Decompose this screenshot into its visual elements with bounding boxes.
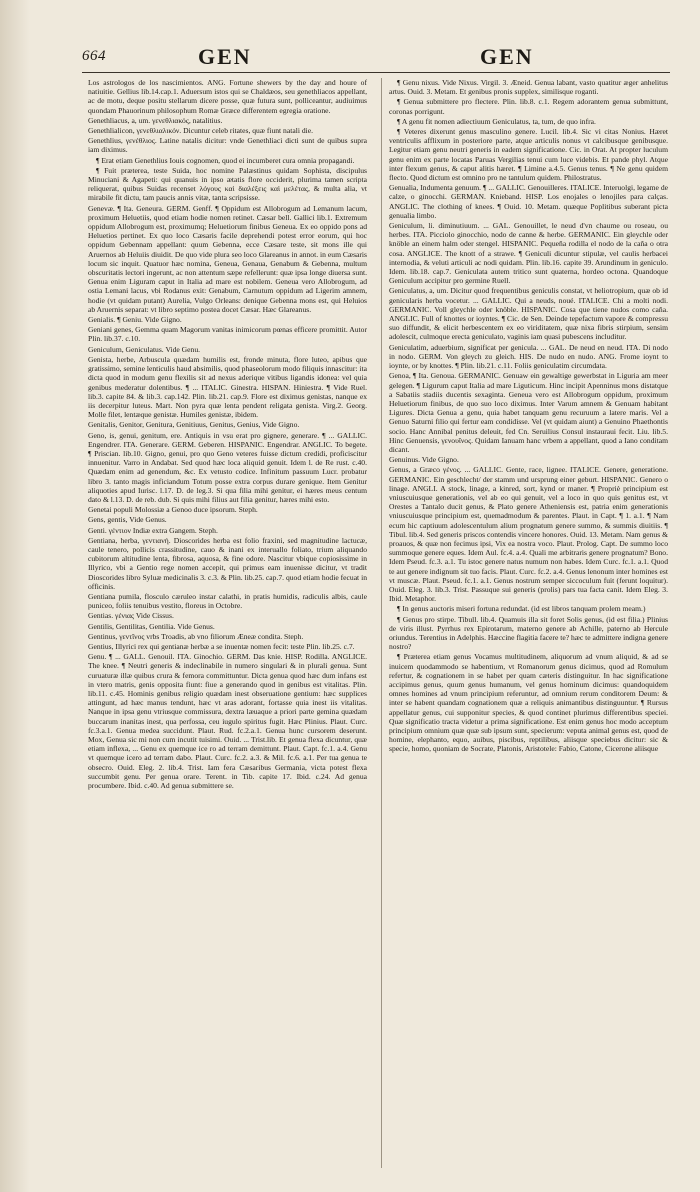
entry: Geniculatus, a, um. Dicitur quod frequentibus geniculis constat, vt heliotropium, quæ ob id genicularis herba vocetur. ... GALLIC. Qui a neuds, noué. ITALICE. Chi a molti nodi. GERMANIC. Voll gleychle oder knöble. HISPANIC. Cosa que tiene nudos como caña. ANGLIC. Full of knottes or ioyntes. ¶ Cic. de Sen. Deinde tepefactum vapore & compressu suo diffundit, & elicit herbescentem ex eo viriditatem, quæ nixa fibris stirpium, sensim adolescit, culmoque erecta geniculato, vaginis iam quasi pubescens includitur. (389, 286, 668, 342)
page-header (0, 46, 700, 70)
entry: Genitalis, Genitor, Genitura, Genitiuus, Genitus, Genius, Vide Gigno. (88, 420, 300, 430)
entry: Genethlialicon, γενεθλιαλικόν. Dicuntur celeb ritates, quæ fiunt natali die. (88, 126, 314, 136)
column-separator (381, 78, 382, 1168)
entry: Gentinus, γεντῖνος vrbs Troadis, ab vno filiorum Æneæ condita. Steph. (88, 631, 304, 641)
entry: Los astrologos de los nascimientos. ANG. Fortune shewers by the day and houre of natiuitie. Gellius lib.14.cap.1. Aduersum istos qui se Chaldæos, seu genethliacos appellant, ac de motu, deque positu stellarum dicere posse, quæ futura sunt, polliceantur, audiuimus quondam Phauorinum philosophum Romæ Græce differentem egregia oratione. (88, 78, 367, 115)
entry: ¶ Genus pro stirpe. Tibull. lib.4. Quamuis illa sit foret Solis genus, (id est filia.) Plinius de viris illust. Pyrrhus rex Epirotarum, materno genere ab Achille, paterno ab Hercule oriundus. Terentius in Adelphis. Hæccine flagitia facere te? hæc te admittere indigna genere nostro? (389, 614, 668, 652)
entry: Genu. ¶ ... GALL. Genouil. ITA. Ginochio. GERM. Das knie. HISP. Rodilla. ANGLICE. The knee. ¶ Neutri generis & indeclinabile in numero singulari & in plurali genua. Sunt curuaturæ illæ quibus crura & femora committuntur. Dicta genua quod hæc dum infans est in vtero matris, genis opposita fiunt: fiue a generando quod in genibus est vitalitas. Plin. lib.11. c.45. Hominis genibus religio quædam inest obseruatione gentium: hæc supplices attingunt, ad hæc manus tendunt, hæc vt aras adorant, fortasse quia inest iis vitalitas. Nanque in ipsa genu vtriusque commissura, dextra læuaque a priori parte gemina quædam buccarum inanitas inest, qua perfossa, ceu iugulo spiritus fugit. Hæc Plinius. Plaut. Curc. fc.3.a.1. Genua medea succidunt. Plaut. Rud. fc.2.a.1. Genua hunc cursorem deserunt. Mox, Genua sic mi non cum incutit tuisimi. Ouid. ... Trist.lib. Et genua flexa dicuntur, quæ etiam inflexa, ... Genu ex quemque ice ro ad terram demittunt. Plaut. Capt. fc.1. a.4. Genu vt quemque icero ad terram dabo. Plaut. Curc. fc.2. a.3. & Mil. fc.6. a.1. Per tua genua te obsecro. Ouid. Eleg. 2. lib.4. Trist. Iam fera Cæsaribus Germania, victa potest flexa succumbit genu. Per genua orare. Terent. in Tib. capite 17. Ibid. c.24. Ad genua procumbere. Ibid. c.40. Ad genua submittere se. (88, 652, 367, 791)
entry: Genus, a Græco γένος. ... GALLIC. Gente, race, lignee. ITALICE. Genere, generatione. GERMANIC. Ein geschlecht/ der stamm und ursprung einer geburt. HISPANIC. Genero o linage. ANGLI. A stock, linage, a kinred, sort, kynd or maner. ¶ Propriè principium est vniuscuiusque generationis, vel ab eo qui genuit, vel a loco in quo quis genitus est, vt Orestes a Tantalo ducit genus, & Plato genere Atheniensis est, patria enim generationis vniuscuiusque principium est, quemadmodum & parentes. Plaut. in Capt. ¶ 1. a.1. ¶ Nam ecum hic captiuum adolescentulum alium prognatum genere summo, & summis diuitiis. ¶ Tibul. lib.4. Sed generis priscos contendis vincere honores. Ouid. 13. Metam. Nam genus & proauos, & quæ non fecimus ipsi, Vix ea nostra voco. Plaut. Prolog. Capt. De summo loco summoque genere eques. Idem Aul. fc.4. a.4. Quali me arbitraris genere prognatum? Bono. Idem Pseud. fc.3. a.1. Tu istoc genere natus numum non habes. Idem Curc. fc.1. a.1. Quod te aut genere indignum sit tuo facis. Plaut. Curc. fc.2. a.4. Genus lenonum inter homines est vt muscæ. Plaut. Pseud. fc.1. a.1. Genus nostrum semper siccoculum fuit (ferunt loquitur). Ouid. Eleg. 3. lib.3. Trist. Passuque sui generis (prolis) pars tua facta canit. Idem Eleg. 3. Ibid. Metaphor. (389, 465, 668, 604)
entry: Geno, is, genui, genitum, ere. Antiquis in vsu erat pro gignere, generare. ¶ ... GALLIC. Engendrer. ITA. Generare. GERM. Geberen. HISPANIC. Engendrar. ANGLIC. To begete. ¶ Priscian. lib.10. Gigno, genui, pro quo Geno veteres fuisse dictum credidi, proficiscitur innuenitur. Varro in Andabat. Sed quod hæc loca aliquid genuit. Idem l. de Re rust. c.40. Quædam enim ad genendum, &c. Ex vetusto codice. Infinitum passuum Lucr. probatur libro 3. tanto magis inficiandum Totum posse extra corpus durare genique. Item Genitur aliquoties apud Iurisc. l.17. D. de leg.3. Si qua filia mihi genitur, ei hæres meus centum dato & l.13. D. de reb. dub. Si quis mihi filius aut filia genitur, hæres mihi esto. (88, 430, 367, 504)
running-head-right: GEN (480, 44, 534, 69)
running-head-left: GEN (198, 44, 252, 69)
page-number: 664 (82, 48, 106, 64)
entry: Geniculum, li. diminutiuum. ... GAL. Genouillet, le neud d'vn chaume ou roseau, ou herbes. ITA. Picciolo ginocchio, nodo de canne & herbe. GERMANIC. Ein gleychle oder knöble an einem halm oder stengel. HISPANIC. Pequeña rodilla el nodo de la caña o otra cosa. ANGLICE. The knott of a strawe. ¶ Geniculi dicuntur stipulæ, vel caulis herbacei internodia, & veluti articuli ac nodi quidam. Plin. lib.16. capite 39. Arundinum in geniculo. Idem. lib.18. cap.7. Geniculata autem tritico sunt quaterna, hordeo octona. Quandoque Geniculum accipitur pro germine Ruell. (389, 221, 668, 286)
entry: Genialis. ¶ Geniu. Vide Gigno. (88, 315, 182, 325)
entry: Genethliacus, a, um. γενεθλιακός, natalitius. (88, 115, 223, 125)
entry: Gens, gentis, Vide Genus. (88, 515, 167, 525)
entry: Genevæ. ¶ Ita. Geneura. GERM. Genff. ¶ Oppidum est Allobrogum ad Lemanum lacum, proximum Heluetiis, quod etiam hodie nomen retinet. Cæsar bell. Gallici lib.1. Extremum oppidum Allobrogum est, proximumq; Heluetiorum finibus Geneua. Ex eo oppido pons ad Heluetios pertinet. Ex quo loco Cæsaris facile deprehendi potest error eorum, qui hoc oppidum Gebennam appellant: quum Gebenna, ecce Cæsare teste, sit mons ille qui Aruernos ab Heluiis diuidit. De quo vide plura seo loco Glareanus in annot. in eum Cæsaris locum sic inquit. Quatuor hæc nomina, Geneua, Genaua, Genabum & Gebenna, multum obscuritatis lectori ingerunt, ac non attentum sæpe refellerunt: quæ ipsa longe diuersa sunt. Genua enim Liguram caput in Italia ad mare est nobilem. Geneua vero Allobrogum, ad ostia Lemani lacus, vbi Rodanus exit: Genabum, Carnutum oppidum ad Ligerim amnem, hodie (vt quidam putant) Aurelia, Vulgo Orleans: denique Gebenna mons est, qui Heluios ab Aruernis separat: vt libro septimo postea docet Cæsar. Hæc Glareanus. (88, 203, 367, 314)
left-column (88, 78, 367, 791)
entry: Genetai populi Molossiæ a Genoo duce ipsorum. Steph. (88, 505, 258, 515)
entry: Genethlius, γενέθλιος. Latine natalis dicitur: vnde Genethliaci dicti sunt de quibus supra iam diximus. (88, 136, 367, 155)
entry: Gentilis, Gentilitas, Gentilia. Vide Genus. (88, 621, 215, 631)
entry: Gentiana pumila, flosculo cæruleo instar calathi, in pratis humidis, radiculis albis, caule puniceo, foliis tenuibus vestito, floreus in Octobre. (88, 591, 367, 611)
entry: Genuinus. Vide Gigno. (389, 455, 459, 465)
entry: ¶ Genua submittere pro flectere. Plin. lib.8. c.1. Regem adorantem genua submittunt, coronas porrigunt. (389, 97, 668, 116)
entry: ¶ Veteres dixerunt genus masculino genere. Lucil. lib.4. Sic vi citas Nonius. Hæret ventriculis afflixum in posteriore parte, atque articulis nonus vt calcibusque genibusque. Legitur etiam genu neutri generis in eadem significatione. Cic. in Orat. At propter luculum genu enim ex parte locatas Paruas Vergilias tenui cum luce videbis. Et pande phyl. Atque inter flexum genus, & caput alitis hæret. ¶ Limine a.4.5. Genus tenus. ¶ Ne genu quidem flecto. Quod dictum est omnino pro ne tantulum quidem. Philostratus. (389, 127, 668, 183)
page-gutter-shadow (0, 0, 30, 1192)
entry: ¶ A genu fit nomen adiectiuum Geniculatus, ta, tum, de quo infra. (397, 116, 596, 126)
entry: ¶ Erat etiam Genethlius Iouis cognomen, quod ei incumberet cura omnia propagandi. (96, 155, 355, 165)
entry: Gentias. γένιας Vide Cissus. (88, 611, 174, 621)
entry: Gentius, Illyrici rex qui gentianæ herbæ a se inuentæ nomen fecit: teste Plin. lib.25. c.7. (88, 641, 355, 651)
right-column (389, 78, 668, 755)
entry: Geniculum, Geniculatus. Vide Genu. (88, 344, 201, 354)
entry: Genoa, ¶ Ita. Genoua. GERMANIC. Genuaw ein gewaltige gewerbstat in Liguria am meer gelegen. ¶ Ligurum caput Italia ad mare Liguticum. Hinc incipit Apenninus mons distatque a Sabatiis stadiis ducentis sexaginta. Geneua vero est Allobrogum oppidum, proximum Heluetiorum finibus, de quo suo loco diximus. Inter Varum amnem & Genuam habitant Ligures. Dicta Genua a genu, quia habet tanquam genu recuruum a latere maris. Vel a Genuo Saturni filio qui fertur eam condidisse. Vel (vt quidam aiunt) a Genuino Phaethontis socio. Hanc Annibal penitus deleuit, fed Cn. Seruilius Consul instauraui fecit. Liu. lib.5. Hinc Genuensis, γενουῖνος. Quidam Ianuam hanc vrbem a appellant, quod a Iano conditam dicant. (389, 371, 668, 454)
entry: ¶ Fuit præterea, teste Suida, hoc nomine Palæstinus quidam Sophista, discipulus Minuciani & Agapeti: qui quanuis in ipso ætatis flore occiderit, plurima tamen scripta reliquerat, quibus Suidas recenset λόγους καὶ διαλέξεις καὶ μελέτας, & multa alia, vt mirabile fit dictu, tam paucis annis vitæ, tanta scripsisse. (88, 165, 367, 203)
entry: Geniculatim, aduerbium, significat per genicula. ... GAL. De neud en neud. ITA. Di nodo in nodo. GERM. Von gleych zu gleich. HIS. De nudo en nudo. ANG. Frome ioynt to ioynte, or by knottes. ¶ Plin. lib.21. c.11. Foliis geniculatim circumdata. (389, 342, 668, 371)
header-rule (82, 72, 670, 73)
entry: Genualia, Indumenta genuum. ¶ ... GALLIC. Genouilleres. ITALICE. Interuolgi, legame de calze, o ginocchi. GERMAN. Knieband. HISP. Los enojales o lenojiles para calças. ANGLIC. The clothing of knees. ¶ Ouid. 10. Metam. quæque Poplitibus suberant picta genualia limbo. (389, 183, 668, 220)
entry: ¶ In genus auctoris miseri fortuna redundat. (id est libros tanquam prolem meam.) (397, 604, 646, 614)
entry: ¶ Præterea etiam genus Vocamus multitudinem, aliquorum ad vnum aliquid, & ad se inuicem quodammodo se habentium, vt Romanorum genus dicimus, quod ad Romulum refertur, & cognationem in se habet per quam cæteris distinguitur. In hac significatione accipimus genus, quum genus humanum, vel genus hominum dicimus: quandoquidem omnes homines ad vnum principium referuntur, ad omnium rerum conditorem Deum: & inter se habent quandam cognationem quæ a reliquis animantibus distinguuntur. ¶ Rursus appellatur genus, cui supponitur species, & quod continet plurimus differentibus speciei. Quæ significatio tracta videtur a prima significatione. Est enim genus hoc modo acceptum principium omnium quæ quæ sub ipsum sunt, specierum: veputa animal genus est, quod de homine, elephanto, equo, auibus, piscibus, reptilibus, aliisque speciebus dicitur: sic & specie, homo, quoniam de Socrate, Platonis, Aristotele: Fabio, Catone, Cicerone aliisque (389, 652, 668, 754)
entry: Gentiana, herba, γεντιανή. Dioscorides herba est folio fraxini, sed magnitudine lactucæ, caule tenero, pollicis crassitudine, cauo & inani ex interuallo foliato, trium aliquando cubitorum altitudine lenta, fibrosa, aquosa, & fine odore. Nascitur vbique copiosissime in Illyrico, vbi a Gentio rege nomen accepit, qui primus eam inuenisse dicitur, vt tradit Dioscorides libro Syluæ medicinalis 3. c.3. & Plin. lib.25. cap.7. quod etiam hodie fecuat in officinis. (88, 535, 367, 591)
entry: Genti. γέντιον Indiæ extra Gangem. Steph. (88, 525, 218, 535)
entry: ¶ Genu nixus. Vide Nixus. Virgil. 3. Æneid. Genua labant, vasto quatitur æger anhelitus artus. Ouid. 3. Metam. Et genibus pronis supplex, similisque roganti. (389, 78, 668, 97)
entry: Genista, herbe, Arbuscula quædam humilis est, fronde minuta, flore luteo, apibus que gratissimo, semine lenticulis haud absimilis, quod phaseolorum modo filiquis innascitur: ita dicta quod in modum genu flexilis sit ad nexus aderique vitibus ligandis idonea: vel quia genibus mederatur dolentibus. ¶ ... ITALIC. Ginestra. HISPAN. Hiniestra. ¶ Vide Ruel. lib.3. capite 84. & lib.3. cap.142. Plin. lib.21. cap.9. Flore est diximus genistas, nanque ex iis decerpitur luteus. Mart. Non pyra quæ lenta pendent religata genista. Virg.2. Georg. Molle filet, lentæque genistæ. Humiles genistæ, ibidem. (88, 354, 367, 420)
entry: Geniani genes, Gemma quam Magorum vanitas inimicorum pœnas efficere promittit. Autor Plin. lib.37. c.10. (88, 325, 367, 344)
